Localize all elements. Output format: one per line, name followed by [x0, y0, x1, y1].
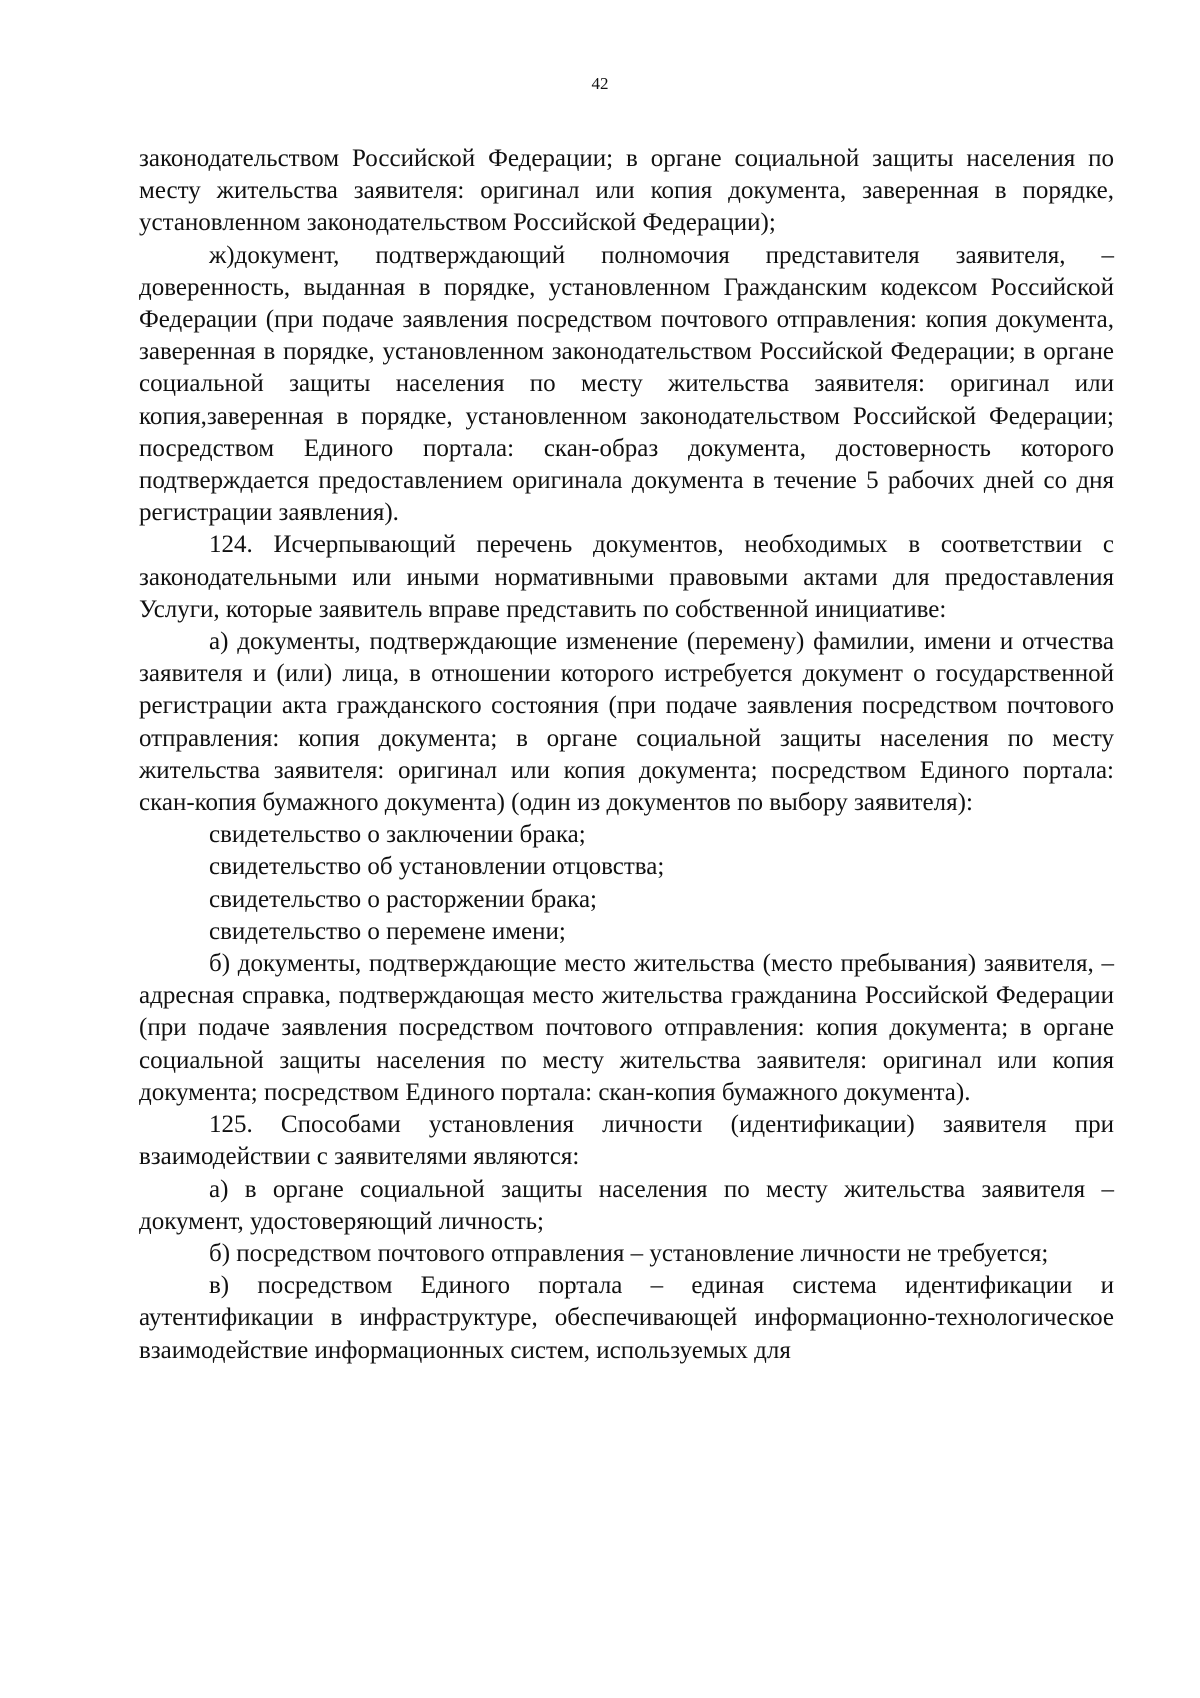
paragraph-124: 124. Исчерпывающий перечень документов, необходимых в соответствии с законодательными или иными нормативными правовыми актами для предоставления Услуги, которые заявитель вправе представить по собственной инициативе: [139, 531, 1114, 623]
list-item: свидетельство о расторжении брака; [209, 885, 597, 913]
paragraph-continuation: законодательством Российской Федерации; в органе социальной защиты населения по месту жительства заявителя: оригинал или копия документа, заверенная в порядке, установленном законодательством Российской Федерации); [139, 145, 1114, 237]
paragraph-125: 125. Способами установления личности (идентификации) заявителя при взаимодействии с заявителями являются: [139, 1111, 1114, 1171]
paragraph-124-b: б) документы, подтверждающие место жительства (место пребывания) заявителя, – адресная справка, подтверждающая место жительства гражданина Российской Федерации (при подаче заявления посредством почтового отправления: копия документа; в органе социальной защиты населения по месту жительства заявителя: оригинал или копия документа; посредством Единого портала: скан-копия бумажного документа). [139, 950, 1114, 1106]
paragraph-125-b: б) посредством почтового отправления – установление личности не требуется; [209, 1239, 1049, 1267]
document-body [139, 143, 1114, 1367]
list-item: свидетельство о перемене имени; [209, 917, 566, 945]
paragraph-124-a: а) документы, подтверждающие изменение (перемену) фамилии, имени и отчества заявителя и (или) лица, в отношении которого истребуется документ о государственной регистрации акта гражданского состояния (при подаче заявления посредством почтового отправления: копия документа; в органе социальной защиты населения по месту жительства заявителя: оригинал или копия документа; посредством Единого портала: скан-копия бумажного документа) (один из документов по выбору заявителя): [139, 628, 1114, 817]
paragraph-item-zh: ж)документ, подтверждающий полномочия представителя заявителя, – доверенность, выданная в порядке, установленном Гражданским кодексом Российской Федерации (при подаче заявления посредством почтового отправления: копия документа, заверенная в порядке, установленном законодательством Российской Федерации; в органе социальной защиты населения по месту жительства заявителя: оригинал или копия,заверенная в порядке, установленном законодательством Российской Федерации; посредством Единого портала: скан-образ документа, достоверность которого подтверждается предоставлением оригинала документа в течение 5 рабочих дней со дня регистрации заявления). [139, 241, 1114, 527]
list-item: свидетельство о заключении брака; [209, 821, 586, 849]
paragraph-125-a: а) в органе социальной защиты населения по месту жительства заявителя – документ, удостоверяющий личность; [139, 1175, 1114, 1235]
list-item: свидетельство об установлении отцовства; [209, 853, 665, 881]
paragraph-125-v: в) посредством Единого портала – единая система идентификации и аутентификации в инфраструктуре, обеспечивающей информационно-технологическое взаимодействие информационных систем, используемых для [139, 1272, 1114, 1364]
page-number: 42 [591, 74, 609, 93]
